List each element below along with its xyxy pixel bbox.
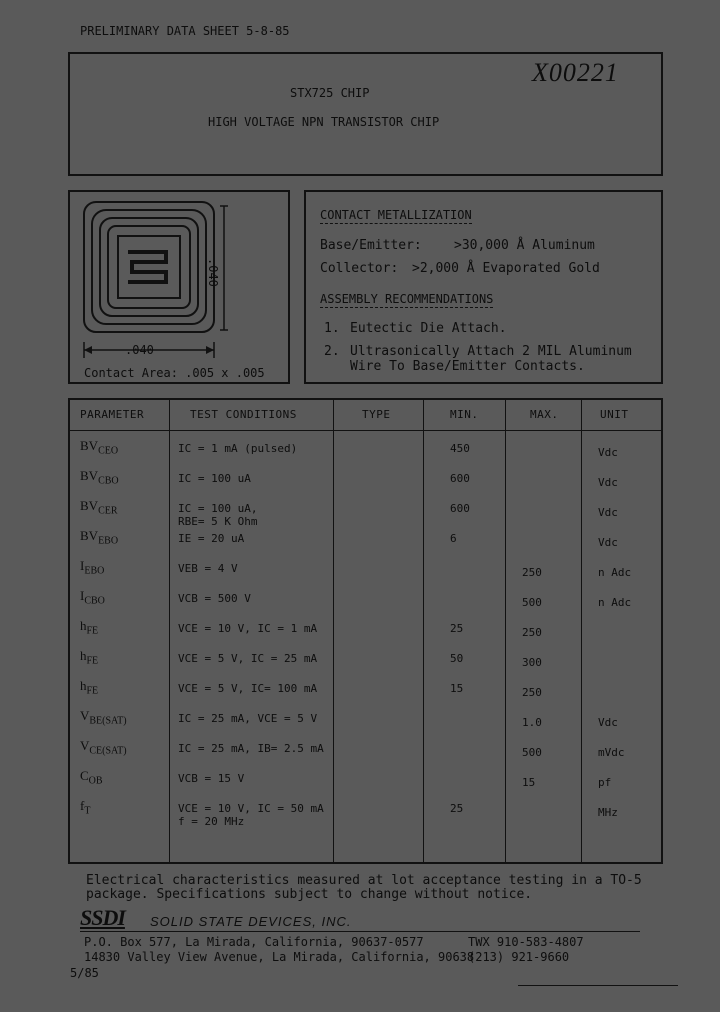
parameter-subscript: FE	[86, 655, 99, 667]
parameter-symbol	[80, 528, 118, 547]
max-value: 250	[522, 626, 542, 639]
parameter-subscript: EBO	[84, 565, 105, 577]
test-condition: VCE = 5 V, IC= 100 mA	[178, 682, 318, 695]
parameter-base: C	[80, 768, 89, 783]
header-max: MAX.	[530, 408, 559, 421]
collector-value: >2,000 Å Evaporated Gold	[412, 261, 600, 276]
footnote-line-1: Electrical characteristics measured at lot acceptance testing in a TO-5	[86, 873, 642, 888]
parameter-subscript: CBO	[84, 595, 105, 607]
min-value: 600	[450, 502, 470, 515]
parameter-base: V	[80, 738, 90, 753]
parameter-base: I	[80, 558, 85, 573]
test-condition: VCB = 500 V	[178, 592, 251, 605]
max-value: 15	[522, 776, 536, 789]
test-condition: IC = 25 mA, VCE = 5 V	[178, 712, 318, 725]
parameter-symbol	[80, 438, 118, 457]
unit-value: n Adc	[598, 596, 632, 609]
part-description: HIGH VOLTAGE NPN TRANSISTOR CHIP	[208, 115, 440, 129]
parameter-subscript: EBO	[98, 535, 119, 547]
parameter-subscript: CE(SAT)	[89, 745, 127, 757]
parameter-symbol	[80, 588, 105, 607]
metallization-heading: CONTACT METALLIZATION	[320, 208, 472, 222]
height-dimension: .040	[206, 258, 220, 287]
test-condition: VCE = 5 V, IC = 25 mA	[178, 652, 318, 665]
unit-value: mVdc	[598, 746, 625, 759]
twx-number: TWX 910-583-4807	[468, 935, 584, 949]
max-value: 300	[522, 656, 542, 669]
metallization-box	[304, 190, 663, 384]
header-test-conditions: TEST CONDITIONS	[190, 408, 297, 421]
header-type: TYPE	[362, 408, 391, 421]
test-condition: VCE = 10 V, IC = 1 mA	[178, 622, 318, 635]
max-value: 500	[522, 746, 542, 759]
parameter-subscript: FE	[86, 625, 99, 637]
parameter-base: f	[80, 798, 85, 813]
part-number: STX725 CHIP	[290, 86, 370, 100]
test-condition: VCE = 10 V, IC = 50 mA	[178, 802, 324, 815]
base-emitter-value: >30,000 Å Aluminum	[454, 238, 595, 253]
footer-date: 5/85	[70, 966, 99, 980]
test-condition: IE = 20 uA	[178, 532, 245, 545]
unit-value: Vdc	[598, 506, 618, 519]
footer-signature-line	[518, 985, 678, 986]
max-value: 500	[522, 596, 542, 609]
parameter-base: V	[80, 708, 90, 723]
max-value: 250	[522, 686, 542, 699]
parameter-base: BV	[80, 438, 99, 453]
min-value: 50	[450, 652, 464, 665]
die-drawing-box	[68, 190, 290, 384]
test-condition: IC = 1 mA (pulsed)	[178, 442, 298, 455]
collector-label: Collector:	[320, 261, 399, 276]
assembly-item-2-cont: Wire To Base/Emitter Contacts.	[350, 359, 585, 374]
parameter-symbol	[80, 798, 90, 817]
header-min: MIN.	[450, 408, 479, 421]
unit-value: Vdc	[598, 446, 618, 459]
title-box	[68, 52, 663, 176]
test-condition-2: f = 20 MHz	[178, 815, 245, 828]
header-line: PRELIMINARY DATA SHEET 5-8-85	[80, 24, 290, 38]
unit-value: Vdc	[598, 716, 618, 729]
min-value: 25	[450, 622, 464, 635]
footer-rule	[80, 931, 640, 932]
die-diagram-icon	[78, 198, 288, 368]
max-value: 250	[522, 566, 542, 579]
parameter-symbol	[80, 708, 127, 727]
header-unit: UNIT	[600, 408, 629, 421]
min-value: 25	[450, 802, 464, 815]
unit-value: Vdc	[598, 536, 618, 549]
test-condition: VEB = 4 V	[178, 562, 238, 575]
unit-value: n Adc	[598, 566, 632, 579]
assembly-item-2-num: 2.	[324, 344, 340, 359]
parameter-symbol	[80, 468, 119, 487]
header-parameter: PARAMETER	[80, 408, 145, 421]
parameter-symbol	[80, 678, 98, 697]
test-condition-2: RBE= 5 K Ohm	[178, 515, 258, 528]
parameter-subscript: CBO	[98, 475, 119, 487]
min-value: 6	[450, 532, 457, 545]
min-value: 600	[450, 472, 470, 485]
parameter-symbol	[80, 648, 98, 667]
test-condition: VCB = 15 V	[178, 772, 245, 785]
parameter-symbol	[80, 618, 98, 637]
unit-value: MHz	[598, 806, 618, 819]
assembly-item-2: Ultrasonically Attach 2 MIL Aluminum	[350, 344, 632, 359]
address-line-2: 14830 Valley View Avenue, La Mirada, California, 90638	[84, 950, 475, 964]
parameter-subscript: OB	[88, 775, 103, 787]
company-logo: SSDI	[80, 905, 125, 930]
unit-value: Vdc	[598, 476, 618, 489]
parameter-symbol	[80, 768, 103, 787]
parameter-base: BV	[80, 468, 99, 483]
parameter-symbol	[80, 738, 127, 757]
parameter-subscript: CEO	[98, 445, 119, 457]
parameter-base: I	[80, 588, 85, 603]
contact-area: Contact Area: .005 x .005	[84, 366, 265, 380]
company-name: SOLID STATE DEVICES, INC.	[150, 914, 352, 929]
test-condition: IC = 100 uA,	[178, 502, 258, 515]
test-condition: IC = 25 mA, IB= 2.5 mA	[178, 742, 324, 755]
max-value: 1.0	[522, 716, 542, 729]
test-condition: IC = 100 uA	[178, 472, 251, 485]
parameter-symbol	[80, 558, 104, 577]
assembly-item-1-num: 1.	[324, 321, 340, 336]
footnote-line-2: package. Specifications subject to change without notice.	[86, 887, 533, 902]
address-line-1: P.O. Box 577, La Mirada, California, 90637-0577	[84, 935, 424, 949]
phone-number: (213) 921-9660	[468, 950, 570, 964]
handwritten-code: X00221	[532, 58, 619, 87]
spec-table	[68, 398, 663, 864]
parameter-base: h	[80, 648, 87, 663]
min-value: 450	[450, 442, 470, 455]
min-value: 15	[450, 682, 464, 695]
parameter-symbol	[80, 498, 118, 517]
parameter-subscript: CER	[98, 505, 118, 517]
base-emitter-label: Base/Emitter:	[320, 238, 422, 253]
parameter-base: h	[80, 618, 87, 633]
parameter-subscript: FE	[86, 685, 99, 697]
width-dimension: .040	[125, 343, 154, 357]
parameter-base: BV	[80, 528, 99, 543]
assembly-heading: ASSEMBLY RECOMMENDATIONS	[320, 292, 494, 306]
parameter-subscript: BE(SAT)	[89, 715, 127, 727]
assembly-item-1: Eutectic Die Attach.	[350, 321, 507, 336]
parameter-subscript: T	[84, 805, 91, 817]
parameter-base: BV	[80, 498, 99, 513]
parameter-base: h	[80, 678, 87, 693]
unit-value: pf	[598, 776, 612, 789]
